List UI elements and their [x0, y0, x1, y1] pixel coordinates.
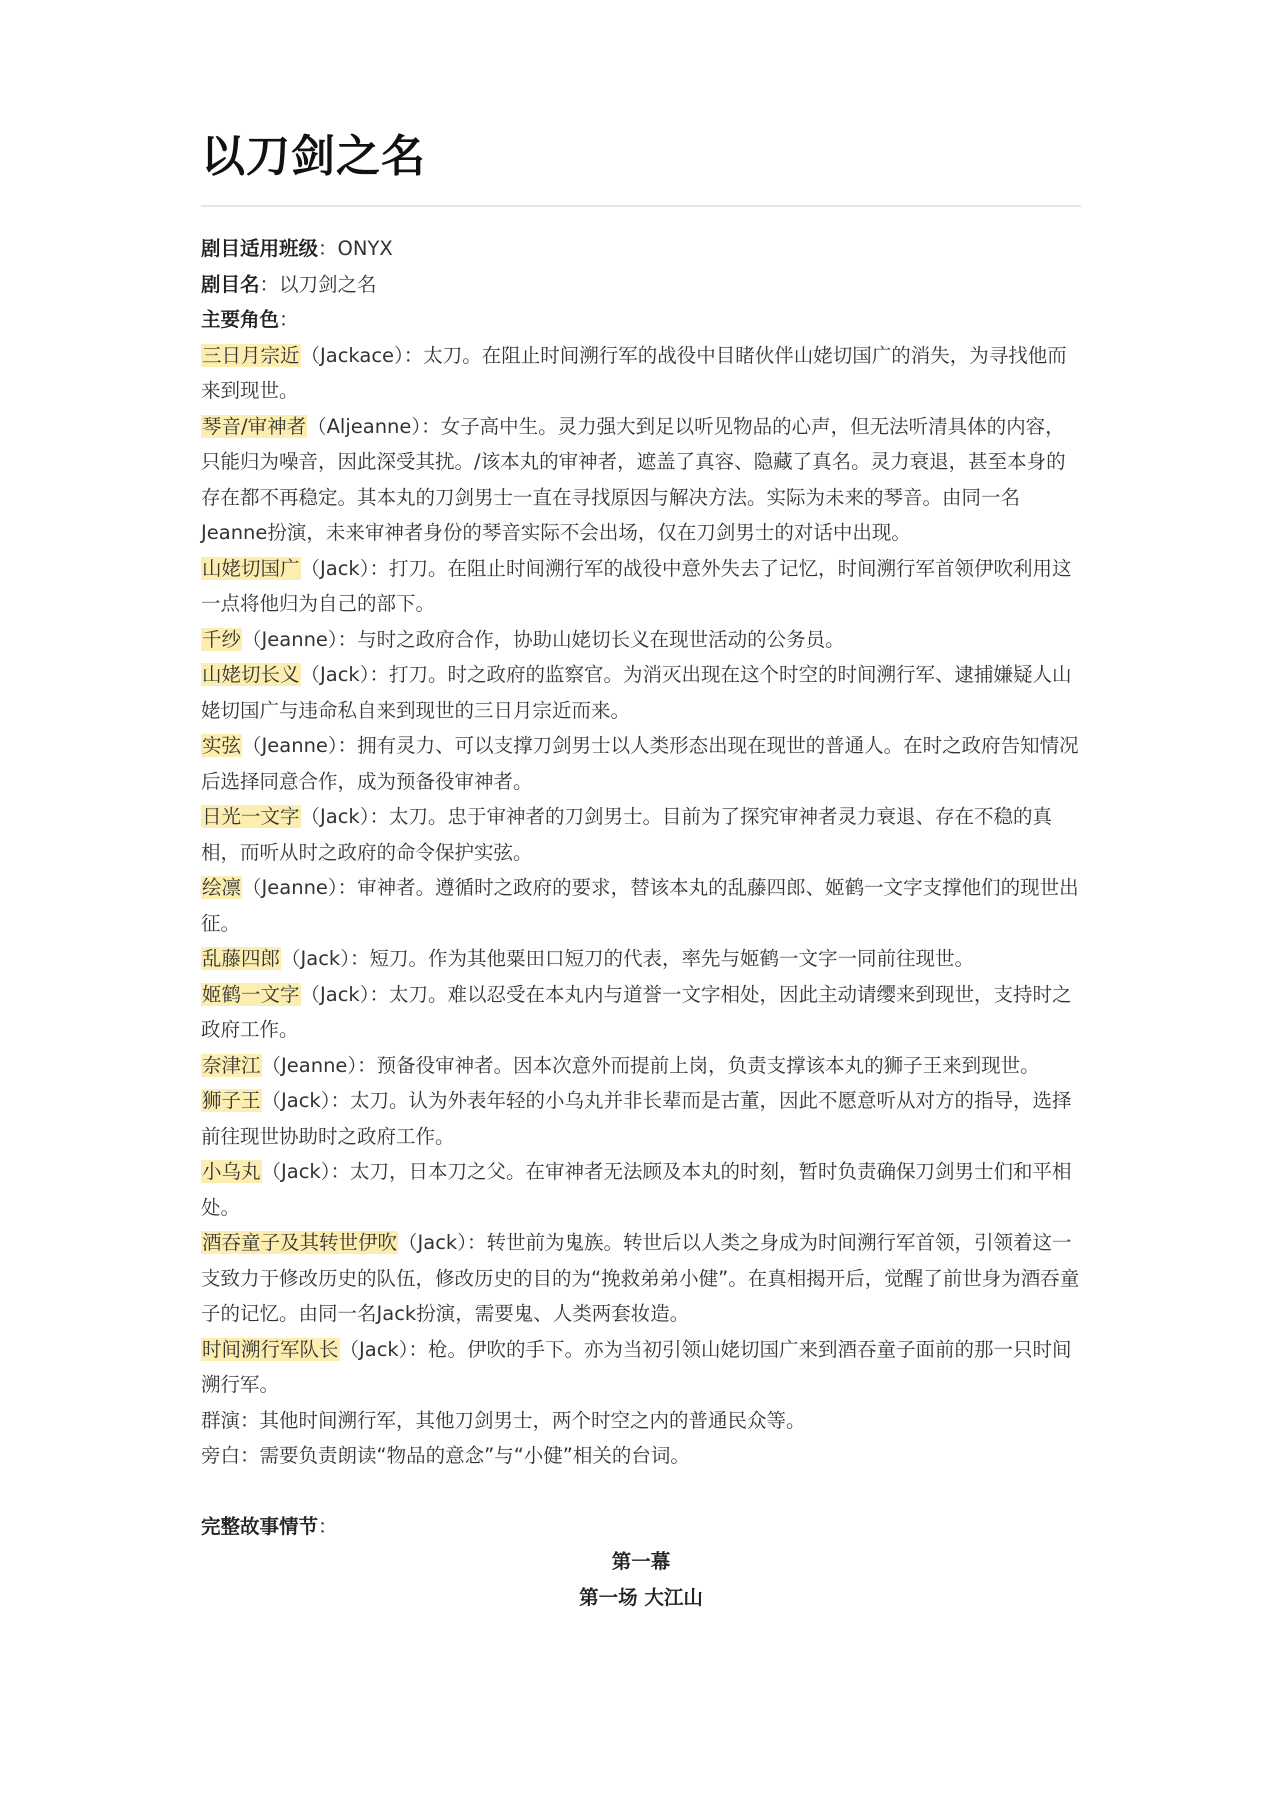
role-entry — [201, 1154, 1081, 1225]
role-name: 小乌丸 — [202, 1160, 261, 1184]
class-value: ONYX — [337, 237, 393, 261]
role-name: 酒吞童子及其转世伊吹 — [202, 1231, 398, 1255]
extras-narrator: 旁白：需要负责朗读“物品的意念”与“小健”相关的台词。 — [201, 1444, 690, 1468]
class-label: 剧目适用班级 — [201, 237, 319, 261]
role-entry — [201, 409, 1081, 551]
role-name: 三日月宗近 — [202, 343, 300, 367]
role-name: 绘凛 — [202, 876, 242, 900]
role-description: （Jeanne）：预备役审神者。因本次意外而提前上岗，负责支撑该本丸的狮子王来到现世。 — [261, 1053, 1040, 1077]
roles-label: 主要角色 — [201, 308, 280, 332]
role-name: 山姥切长义 — [202, 663, 300, 687]
role-name: 山姥切国广 — [202, 556, 300, 580]
role-description: （Jeanne）：拥有灵力、可以支撑刀剑男士以人类形态出现在现世的普通人。在时之政府告知情况后选择同意合作，成为预备役审神者。 — [201, 734, 1079, 793]
role-entry — [201, 551, 1081, 622]
role-description: （Jack）：太刀。难以忍受在本丸内与道誉一文字相处，因此主动请缨来到现世，支持时之政府工作。 — [201, 982, 1072, 1042]
role-name: 日光一文字 — [202, 805, 300, 829]
role-description: （Jack）：转世前为鬼族。转世后以人类之身成为时间溯行军首领，引领着这一支致力于修改历史的队伍，修改历史的目的为“挽救弟弟小健”。在真相揭开后，觉醒了前世身为酒吞童子的记忆。由同一名Jack扮演，需要鬼、人类两套妆造。 — [201, 1231, 1080, 1326]
role-name: 乱藤四郎 — [202, 947, 281, 971]
role-entry — [201, 870, 1081, 941]
role-description: （Jack）：太刀，日本刀之父。在审神者无法顾及本丸的时刻，暂时负责确保刀剑男士们和平相处。 — [201, 1160, 1072, 1219]
title-divider — [201, 205, 1081, 207]
role-description: （Jeanne）：与时之政府合作，协助山姥切长义在现世活动的公务员。 — [242, 627, 845, 651]
role-name: 时间溯行军队长 — [202, 1337, 339, 1361]
role-entry — [201, 1225, 1081, 1332]
role-description: （Aljeanne）：女子高中生。灵力强大到足以听见物品的心声，但无法听清具体的内容，只能归为噪音，因此深受其扰。/该本丸的审神者，遮盖了真容、隐藏了真名。灵力衰退，甚至本身的存在都不再稳定。其本丸的刀剑男士一直在寻找原因与解决方法。实际为未来的琴音。由同一名Jeanne扮演，未来审神者身份的琴音实际不会出场，仅在刀剑男士的对话中出现。 — [201, 414, 1066, 545]
role-entry — [201, 977, 1081, 1048]
document-content — [201, 128, 1081, 1616]
name-label: 剧目名 — [201, 272, 260, 296]
class-line: 剧目适用班级：ONYX — [201, 237, 393, 261]
role-description: （Jeanne）：审神者。遵循时之政府的要求，替该本丸的乱藤四郎、姬鹤一文字支撑他们的现世出征。 — [201, 876, 1079, 935]
role-entry — [201, 1332, 1081, 1403]
section-spacer — [201, 1474, 1081, 1509]
roles-line: 主要角色： — [201, 308, 299, 332]
role-description: （Jack）：太刀。忠于审神者的刀剑男士。目前为了探究审神者灵力衰退、存在不稳的真相，而听从时之政府的命令保护实弦。 — [201, 805, 1052, 864]
role-entry — [201, 622, 1081, 658]
role-entry — [201, 941, 1081, 977]
role-name: 姬鹤一文字 — [202, 982, 300, 1006]
role-description: （Jack）：打刀。时之政府的监察官。为消灭出现在这个时空的时间溯行军、逮捕嫌疑人山姥切国广与违命私自来到现世的三日月宗近而来。 — [201, 663, 1072, 722]
role-description: （Jack）：打刀。在阻止时间溯行军的战役中意外失去了记忆，时间溯行军首领伊吹利用这一点将他归为自己的部下。 — [201, 556, 1072, 616]
role-description: （Jackace）：太刀。在阻止时间溯行军的战役中目睹伙伴山姥切国广的消失，为寻找他而来到现世。 — [201, 343, 1067, 403]
role-entry — [201, 728, 1081, 799]
role-entry — [201, 1048, 1081, 1084]
role-entry — [201, 338, 1081, 409]
name-value: 以刀剑之名 — [279, 272, 377, 296]
role-entry — [201, 657, 1081, 728]
act-heading: 第一幕 — [611, 1550, 671, 1574]
role-name: 实弦 — [202, 734, 242, 758]
role-name: 狮子王 — [202, 1089, 261, 1113]
story-label: 完整故事情节 — [201, 1514, 319, 1538]
role-name: 琴音/审神者 — [202, 414, 307, 438]
role-name: 奈津江 — [202, 1053, 261, 1077]
role-entry — [201, 1083, 1081, 1154]
story-line: 完整故事情节： — [201, 1514, 338, 1538]
page-title: 以刀剑之名 — [201, 131, 426, 182]
role-description: （Jack）：太刀。认为外表年轻的小乌丸并非长辈而是古董，因此不愿意听从对方的指导，选择前往现世协助时之政府工作。 — [201, 1089, 1072, 1148]
role-entry — [201, 799, 1081, 870]
role-description: （Jack）：短刀。作为其他粟田口短刀的代表，率先与姬鹤一文字一同前往现世。 — [281, 947, 974, 971]
scene-heading: 第一场 大江山 — [579, 1586, 703, 1610]
extras-crowd: 群演：其他时间溯行军，其他刀剑男士，两个时空之内的普通民众等。 — [201, 1408, 806, 1432]
role-name: 千纱 — [202, 627, 242, 651]
role-description: （Jack）：枪。伊吹的手下。亦为当初引领山姥切国广来到酒吞童子面前的那一只时间溯行军。 — [201, 1337, 1072, 1397]
name-line: 剧目名：以刀剑之名 — [201, 272, 377, 296]
